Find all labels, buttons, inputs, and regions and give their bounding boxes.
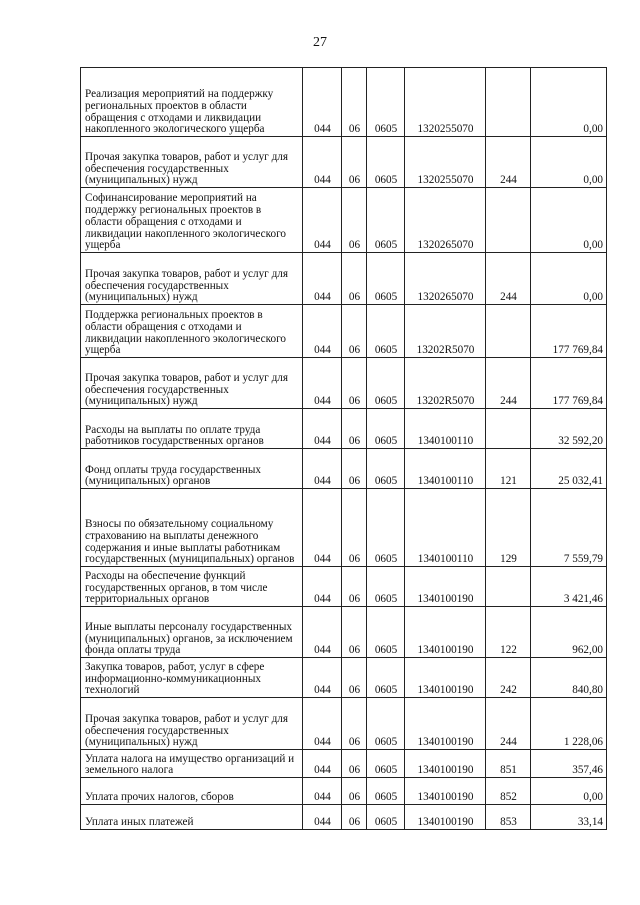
row-name-cell: Реализация мероприятий на поддержку региональных проектов в области обращения с отходами и ликвидации накопленного экологического ущерба [81,68,303,137]
table-row [81,305,607,358]
table-row [81,698,607,750]
row-name-cell: Софинансирование мероприятий на поддержку региональных проектов в области обращения с отходами и ликвидации накопленного экологического ущерба [81,188,303,253]
row-type-cell: 244 [486,358,531,409]
row-target-cell: 1340100190 [405,805,486,830]
row-subsection-cell: 0605 [367,358,405,409]
row-subsection-cell: 0605 [367,409,405,449]
row-subsection-cell: 0605 [367,698,405,750]
row-grbs-cell: 044 [303,253,342,305]
row-type-cell [486,409,531,449]
row-name-cell: Прочая закупка товаров, работ и услуг для обеспечения государственных (муниципальных) нужд [81,698,303,750]
row-amount-cell: 0,00 [531,778,607,805]
row-name-cell: Поддержка региональных проектов в области обращения с отходами и ликвидации накопленного экологического ущерба [81,305,303,358]
row-section-cell: 06 [342,658,367,698]
table-row [81,137,607,188]
table-row [81,750,607,778]
row-subsection-cell: 0605 [367,607,405,658]
row-subsection-cell: 0605 [367,805,405,830]
row-amount-cell: 0,00 [531,137,607,188]
row-name-cell: Иные выплаты персоналу государственных (муниципальных) органов, за исключением фонда оплаты труда [81,607,303,658]
table-row [81,358,607,409]
row-target-cell: 1340100190 [405,607,486,658]
row-section-cell: 06 [342,567,367,607]
row-type-cell: 244 [486,253,531,305]
row-grbs-cell: 044 [303,778,342,805]
row-section-cell: 06 [342,750,367,778]
row-name-cell: Закупка товаров, работ, услуг в сфере информационно-коммуникационных технологий [81,658,303,698]
row-amount-cell: 0,00 [531,68,607,137]
row-subsection-cell: 0605 [367,253,405,305]
row-grbs-cell: 044 [303,358,342,409]
row-amount-cell: 962,00 [531,607,607,658]
row-subsection-cell: 0605 [367,68,405,137]
table-row [81,68,607,137]
row-grbs-cell: 044 [303,567,342,607]
row-type-cell: 242 [486,658,531,698]
row-amount-cell: 33,14 [531,805,607,830]
row-target-cell: 1320265070 [405,188,486,253]
table-row [81,805,607,830]
row-amount-cell: 177 769,84 [531,358,607,409]
row-type-cell: 121 [486,449,531,489]
row-name-cell: Прочая закупка товаров, работ и услуг для обеспечения государственных (муниципальных) нужд [81,137,303,188]
row-target-cell: 13202R5070 [405,358,486,409]
row-section-cell: 06 [342,805,367,830]
budget-table [80,67,607,830]
row-section-cell: 06 [342,449,367,489]
row-section-cell: 06 [342,137,367,188]
row-amount-cell: 7 559,79 [531,489,607,567]
table-row [81,778,607,805]
table-row [81,449,607,489]
row-grbs-cell: 044 [303,409,342,449]
row-target-cell: 1340100110 [405,409,486,449]
row-type-cell [486,68,531,137]
row-type-cell: 851 [486,750,531,778]
row-amount-cell: 32 592,20 [531,409,607,449]
row-name-cell: Прочая закупка товаров, работ и услуг для обеспечения государственных (муниципальных) нужд [81,253,303,305]
row-type-cell [486,305,531,358]
row-grbs-cell: 044 [303,137,342,188]
row-subsection-cell: 0605 [367,449,405,489]
row-amount-cell: 357,46 [531,750,607,778]
row-name-cell: Расходы на выплаты по оплате труда работников государственных органов [81,409,303,449]
row-grbs-cell: 044 [303,805,342,830]
row-type-cell [486,188,531,253]
row-name-cell: Фонд оплаты труда государственных (муниципальных) органов [81,449,303,489]
row-amount-cell: 3 421,46 [531,567,607,607]
row-section-cell: 06 [342,778,367,805]
row-name-cell: Уплата иных платежей [81,805,303,830]
row-target-cell: 1340100190 [405,778,486,805]
page-number: 27 [313,35,327,50]
row-type-cell: 244 [486,137,531,188]
row-grbs-cell: 044 [303,607,342,658]
row-section-cell: 06 [342,698,367,750]
table-row [81,409,607,449]
row-target-cell: 1320255070 [405,68,486,137]
row-section-cell: 06 [342,409,367,449]
row-grbs-cell: 044 [303,305,342,358]
row-amount-cell: 0,00 [531,253,607,305]
row-section-cell: 06 [342,188,367,253]
row-type-cell: 852 [486,778,531,805]
table-row [81,567,607,607]
row-section-cell: 06 [342,305,367,358]
row-target-cell: 1340100190 [405,658,486,698]
table-row [81,607,607,658]
row-subsection-cell: 0605 [367,489,405,567]
row-subsection-cell: 0605 [367,188,405,253]
row-subsection-cell: 0605 [367,658,405,698]
row-target-cell: 1320265070 [405,253,486,305]
row-amount-cell: 0,00 [531,188,607,253]
row-section-cell: 06 [342,68,367,137]
row-name-cell: Расходы на обеспечение функций государственных органов, в том числе территориальных органов [81,567,303,607]
row-subsection-cell: 0605 [367,750,405,778]
row-target-cell: 13202R5070 [405,305,486,358]
row-amount-cell: 177 769,84 [531,305,607,358]
row-target-cell: 1340100190 [405,750,486,778]
row-type-cell: 853 [486,805,531,830]
row-target-cell: 1340100110 [405,449,486,489]
row-name-cell: Прочая закупка товаров, работ и услуг для обеспечения государственных (муниципальных) нужд [81,358,303,409]
row-name-cell: Взносы по обязательному социальному страхованию на выплаты денежного содержания и иные выплаты работникам государственных (муниципальных) органов [81,489,303,567]
row-target-cell: 1320255070 [405,137,486,188]
row-type-cell [486,567,531,607]
row-section-cell: 06 [342,607,367,658]
row-grbs-cell: 044 [303,188,342,253]
row-subsection-cell: 0605 [367,305,405,358]
row-target-cell: 1340100110 [405,489,486,567]
row-amount-cell: 1 228,06 [531,698,607,750]
row-subsection-cell: 0605 [367,778,405,805]
table-row [81,253,607,305]
row-amount-cell: 840,80 [531,658,607,698]
row-section-cell: 06 [342,489,367,567]
table-row [81,188,607,253]
row-grbs-cell: 044 [303,698,342,750]
table-row [81,658,607,698]
row-section-cell: 06 [342,253,367,305]
row-section-cell: 06 [342,358,367,409]
row-target-cell: 1340100190 [405,567,486,607]
row-subsection-cell: 0605 [367,137,405,188]
row-grbs-cell: 044 [303,750,342,778]
table-row [81,489,607,567]
row-amount-cell: 25 032,41 [531,449,607,489]
row-target-cell: 1340100190 [405,698,486,750]
row-name-cell: Уплата прочих налогов, сборов [81,778,303,805]
row-type-cell: 122 [486,607,531,658]
row-grbs-cell: 044 [303,489,342,567]
row-type-cell: 129 [486,489,531,567]
row-grbs-cell: 044 [303,449,342,489]
row-grbs-cell: 044 [303,658,342,698]
row-subsection-cell: 0605 [367,567,405,607]
row-grbs-cell: 044 [303,68,342,137]
row-name-cell: Уплата налога на имущество организаций и земельного налога [81,750,303,778]
row-type-cell: 244 [486,698,531,750]
